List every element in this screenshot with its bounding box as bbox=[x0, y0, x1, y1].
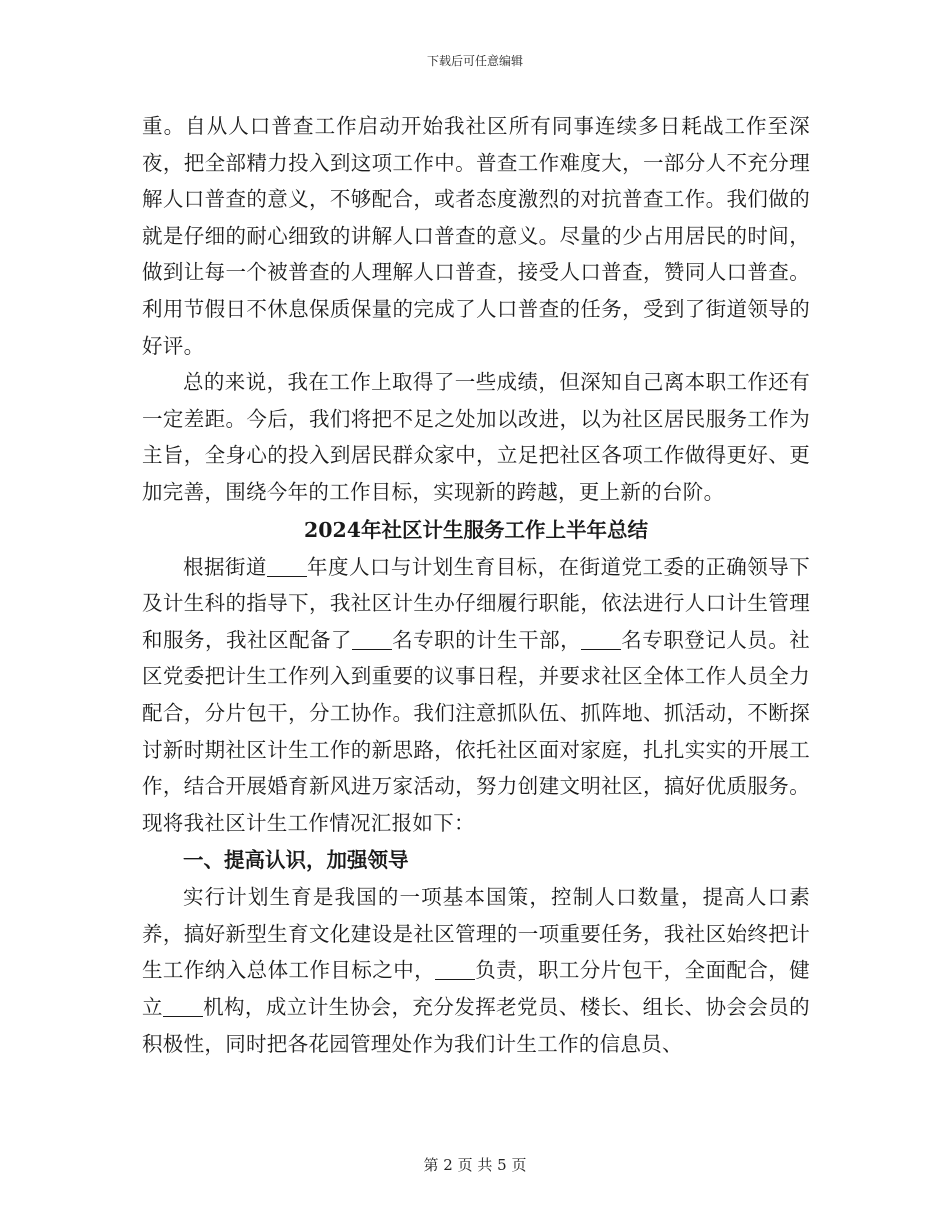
blank-underline bbox=[435, 959, 475, 981]
paragraph-summary: 总的来说，我在工作上取得了一些成绩，但深知自己离本职工作还有一定差距。今后，我们将把不足之处加以改进，以为社区居民服务工作为主旨，全身心的投入到居民群众家中，立足把社区各项工作做得更好、更加完善，围绕今年的工作目标，实现新的跨越，更上新的台阶。 bbox=[142, 370, 810, 504]
text-run: 年度人口与计划生育目标，在街道党工委的正确领导下及计生科的指导下，我社区计生办仔细履行职能，依法进行人口计生管理和服务，我社区配备了 bbox=[142, 554, 810, 652]
blank-underline bbox=[163, 996, 203, 1018]
paragraph-policy bbox=[142, 879, 810, 1062]
text-run: 机构，成立计生协会，充分发挥老党员、楼长、组长、协会会员的积极性，同时把各花园管理处作为我们计生工作的信息员、 bbox=[142, 995, 810, 1056]
text-run: 名专职登记人员。社区党委把计生工作列入到重要的议事日程，并要求社区全体工作人员全力配合，分片包干，分工协作。我们注意抓队伍、抓阵地、抓活动，不断探讨新时期社区计生工作的新思路，依托社区面对家庭，扎扎实实的开展工作，结合开展婚育新风进万家活动，努力创建文明社区，搞好优质服务。现将我社区计生工作情况汇报如下： bbox=[142, 627, 811, 835]
text-run: 负责，职工分片包干，全面配合，健立 bbox=[142, 958, 810, 1020]
text-run: 实行计划生育是我国的一项基本国策，控制人口数量，提高人口素养，搞好新型生育文化建设是社区管理的一项重要任务，我社区始终把计生工作纳入总体工作目标之中， bbox=[142, 885, 810, 983]
page-header: 下载后可任意编辑 bbox=[426, 54, 523, 68]
text-run: 根据街道 bbox=[183, 554, 267, 579]
section-title: 2024年社区计生服务工作上半年总结 bbox=[303, 517, 649, 542]
text-run: 名专职的计生干部， bbox=[391, 627, 582, 652]
paragraph-intro bbox=[142, 549, 810, 842]
blank-underline bbox=[352, 628, 392, 650]
paragraph-census: 重。自从人口普查工作启动开始我社区所有同事连续多日耗战工作至深夜，把全部精力投入到这项工作中。普查工作难度大，一部分人不充分理解人口普查的意义，不够配合，或者态度激烈的对抗普查工作。我们做的就是仔细的耐心细致的讲解人口普查的意义。尽量的少占用居民的时间，做到让每一个被普查的人理解人口普查，接受人口普查，赞同人口普查。利用节假日不休息保质保量的完成了人口普查的任务，受到了街道领导的好评。 bbox=[142, 114, 810, 358]
document-body bbox=[142, 108, 810, 1062]
subheading-1: 一、提高认识，加强领导 bbox=[183, 848, 409, 873]
blank-underline bbox=[581, 628, 621, 650]
blank-underline bbox=[267, 555, 307, 577]
page-footer: 第 2 页 共 5 页 bbox=[423, 1156, 527, 1174]
